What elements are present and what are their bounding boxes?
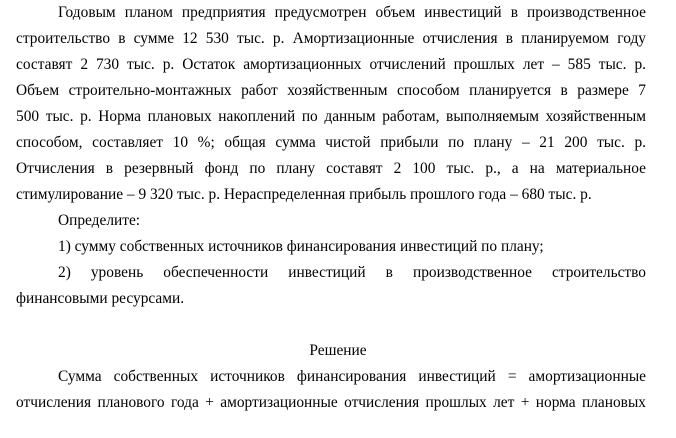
problem-line-3: составят 2 730 тыс. р. Остаток амортизационных отчислений прошлых лет – 585 тыс. р. [16,56,646,73]
task-item-2-line-1: 2) уровень обеспеченности инвестиций в производственное строительство [58,264,646,281]
solution-line-2: отчисления планового года + амортизационные отчисления прошлых лет + норма плановых [16,394,646,411]
task-item-1: 1) сумму собственных источников финансирования инвестиций по плану; [58,238,544,255]
solution-line-1: Сумма собственных источников финансирования инвестиций = амортизационные [58,368,646,385]
problem-line-1: Годовым планом предприятия предусмотрен объем инвестиций в производственное [58,4,646,21]
problem-line-8: стимулирование – 9 320 тыс. р. Нераспределенная прибыль прошлого года – 680 тыс. р. [16,186,592,203]
problem-line-7: Отчисления в резервный фонд по плану составят 2 100 тыс. р., а на материальное [16,160,646,177]
problem-line-2: строительство в сумме 12 530 тыс. р. Амортизационные отчисления в планируемом году [16,30,646,47]
problem-line-4: Объем строительно-монтажных работ хозяйственным способом планируется в размере 7 [16,82,646,99]
task-intro: Определите: [58,212,141,229]
solution-heading: Решение [309,342,367,359]
task-item-2-line-2: финансовыми ресурсами. [16,290,185,307]
problem-line-5: 500 тыс. р. Норма плановых накоплений по данным работам, выполняемым хозяйственным [16,108,646,125]
problem-line-6: способом, составляет 10 %; общая сумма чистой прибыли по плану – 21 200 тыс. р. [16,134,646,151]
